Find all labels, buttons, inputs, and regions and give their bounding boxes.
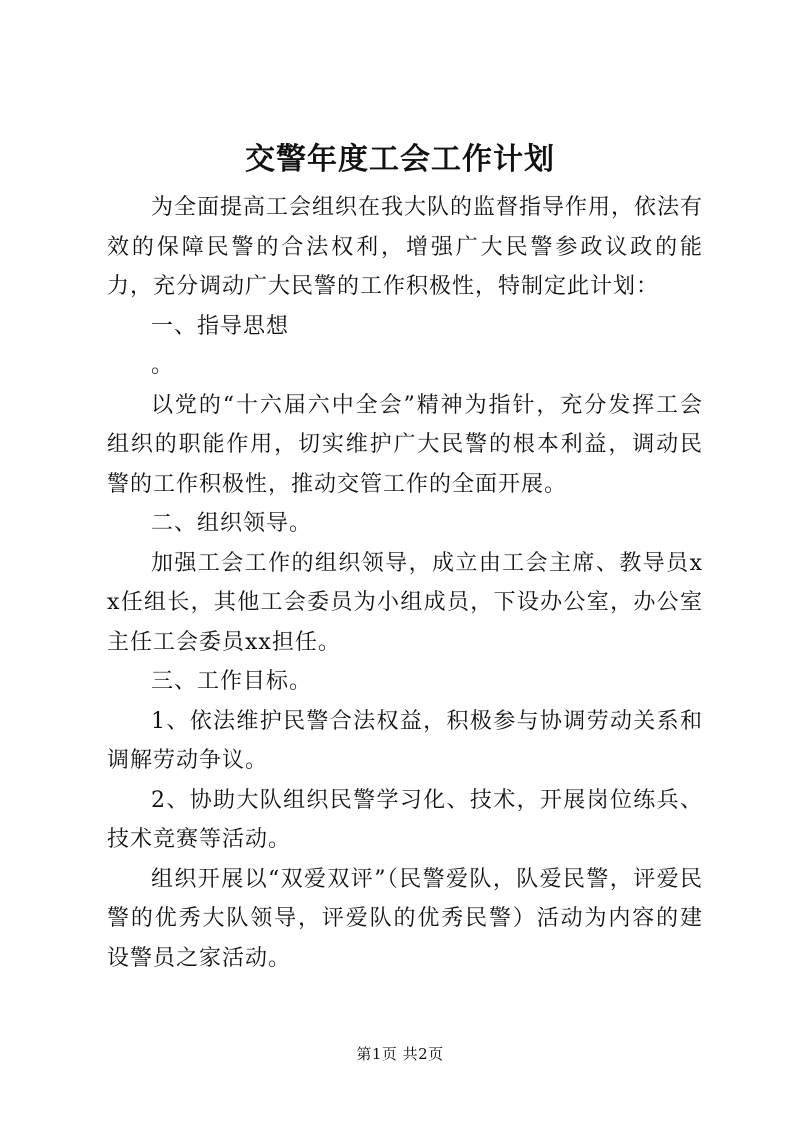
activity-paragraph: 组织开展以“双爱双评”（民警爱队，队爱民警，评爱民警的优秀大队领导，评爱队的优秀民警）活动为内容的建设警员之家活动。 [107,866,703,971]
stray-period-paragraph: 。 [151,353,175,378]
document-body [107,188,703,978]
guiding-thought-paragraph: 以党的“十六届六中全会”精神为指针，充分发挥工会组织的职能作用，切实维护广大民警的根本利益，调动民警的工作积极性，推动交管工作的全面开展。 [107,392,703,497]
document-title: 交警年度工会工作计划 [245,142,555,177]
section-heading-leadership: 二、组织领导。 [151,511,313,536]
goal-item-1: 1、依法维护民警合法权益，积极参与协调劳动关系和调解劳动争议。 [107,708,703,773]
intro-paragraph: 为全面提高工会组织在我大队的监督指导作用，依法有效的保障民警的合法权利，增强广大民警参政议政的能力，充分调动广大民警的工作积极性，特制定此计划： [107,195,704,299]
section-heading-goals: 三、工作目标。 [151,669,313,694]
leadership-paragraph: 加强工会工作的组织领导，成立由工会主席、教导员xx任组长，其他工会委员为小组成员，下设办公室，办公室主任工会委员xx担任。 [107,550,703,655]
page-number-footer: 第1页 共2页 [356,1045,444,1063]
section-heading-guiding-thought: 一、指导思想 [151,313,290,339]
goal-item-2: 2、协助大队组织民警学习化、技术，开展岗位练兵、技术竞赛等活动。 [107,787,703,852]
